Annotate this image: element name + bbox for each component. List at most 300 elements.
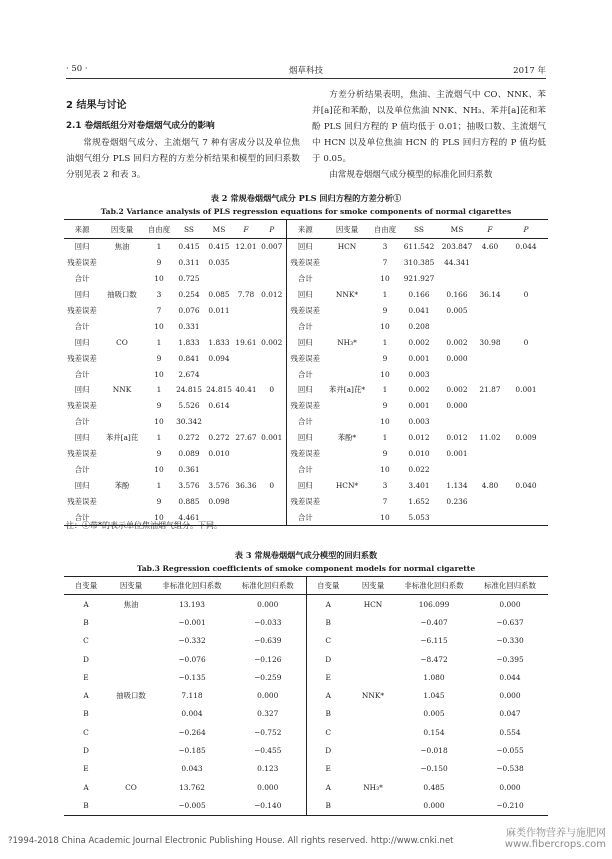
table-cell: [204, 461, 234, 477]
table-cell: 残差误差: [67, 306, 97, 315]
table-cell: 0.094: [208, 353, 230, 363]
table-cell: 苯酚*: [337, 433, 357, 443]
table2-header-cell: F: [234, 220, 258, 239]
table-row: [64, 741, 548, 759]
table-cell: 0.725: [178, 274, 200, 284]
table-cell: [476, 509, 504, 525]
table-cell: 0.002: [446, 385, 468, 395]
table-cell: 苯酚: [114, 480, 130, 490]
table-cell: 0.272: [178, 433, 200, 443]
table-cell: 0.254: [178, 290, 200, 300]
table-cell: 0.003: [408, 369, 430, 379]
table3-header-cell: 标准化回归系数: [230, 577, 306, 595]
table-cell: 合计: [74, 274, 90, 284]
table3-header-cell: 因变量: [350, 577, 396, 595]
table-cell: [324, 318, 370, 334]
table-cell: 残差误差: [290, 353, 321, 363]
table-cell: [100, 350, 144, 366]
table-row: [64, 350, 548, 366]
table-cell: −0.395: [496, 654, 524, 664]
table-cell: −0.455: [230, 741, 306, 759]
table-row: [64, 686, 548, 704]
table-cell: 1.134: [446, 480, 468, 490]
table-cell: 合计: [286, 509, 324, 525]
table-cell: 0.035: [208, 258, 230, 268]
table-cell: 10: [154, 369, 164, 379]
table-cell: −0.752: [230, 723, 306, 741]
table-cell: 7: [156, 306, 162, 315]
table-cell: 106.099: [418, 599, 450, 609]
table-cell: 13.193: [179, 599, 205, 609]
table-cell: 611.542: [403, 242, 435, 252]
table-cell: 27.67: [235, 433, 257, 443]
table-cell: 0.007: [258, 239, 286, 255]
table-cell: 0.011: [208, 306, 230, 315]
table-cell: [438, 509, 476, 525]
table-cell: 0.272: [208, 433, 230, 443]
table-cell: [504, 350, 548, 366]
table-cell: [234, 446, 258, 462]
table-cell: D: [83, 746, 89, 756]
table-cell: 0.010: [408, 449, 430, 459]
table-cell: A: [83, 599, 89, 609]
table-cell: 0.005: [446, 306, 468, 315]
section-heading: 2 结果与讨论: [66, 100, 127, 111]
table-row: [64, 303, 548, 319]
table-cell: [476, 398, 504, 414]
table-cell: 1.833: [178, 337, 200, 347]
table-cell: [204, 366, 234, 382]
table-cell: 3: [382, 480, 388, 490]
table-cell: [438, 414, 476, 430]
table-cell: 0.012: [446, 433, 468, 443]
table2-header-cell: MS: [204, 220, 234, 239]
table-cell: 0.002: [408, 337, 430, 347]
table-cell: 3.576: [208, 480, 230, 490]
table3-caption-en: Tab.3 Regression coefficients of smoke component models for normal cigarette: [136, 564, 476, 573]
table-cell: 0.001: [408, 401, 430, 411]
table-row: [64, 705, 548, 723]
table2: [64, 219, 548, 526]
table-cell: [324, 414, 370, 430]
table-row: [64, 778, 548, 796]
table2-note: 注：①带*的表示单位焦油烟气组分。下同。: [66, 521, 222, 530]
table-cell: [100, 366, 144, 382]
table-cell: [258, 446, 286, 462]
table2-header-cell: 自由度: [370, 220, 400, 239]
table-cell: [100, 398, 144, 414]
table-row: [64, 239, 548, 255]
table-cell: 0.043: [181, 764, 203, 774]
table-cell: −0.185: [178, 746, 206, 756]
table-cell: 30.342: [176, 417, 202, 427]
table2-header-cell: P: [504, 220, 548, 239]
table-cell: E: [325, 672, 331, 682]
watermark: [505, 828, 606, 850]
table-cell: 0.009: [515, 433, 537, 443]
table-cell: [350, 668, 396, 686]
table-cell: [324, 493, 370, 509]
table-cell: 4.60: [481, 242, 499, 252]
table-cell: [504, 303, 548, 319]
table2-header-cell: 自由度: [144, 220, 174, 239]
table-cell: A: [325, 782, 331, 792]
table-cell: 24.815: [206, 385, 232, 395]
table-cell: [108, 723, 154, 741]
table-cell: 9: [156, 449, 162, 459]
table-cell: [234, 366, 258, 382]
table-cell: 36.14: [479, 290, 501, 300]
table-cell: −0.135: [178, 672, 206, 682]
table-cell: [258, 255, 286, 271]
table-cell: −0.033: [230, 613, 306, 631]
table-cell: 焦油: [123, 599, 139, 609]
table-cell: 4.80: [481, 480, 499, 490]
table-cell: [100, 446, 144, 462]
table-cell: [504, 255, 548, 271]
table-cell: 0: [258, 477, 286, 493]
table-cell: [100, 255, 144, 271]
watermark-line-2: www.fibercrops.com: [504, 839, 606, 850]
table-cell: 0.085: [208, 290, 230, 300]
table-cell: 残差误差: [67, 258, 97, 268]
table-cell: D: [325, 746, 332, 756]
table-cell: [234, 350, 258, 366]
table-cell: [234, 461, 258, 477]
table-cell: A: [83, 691, 89, 701]
table-cell: [234, 398, 258, 414]
table-cell: [258, 366, 286, 382]
table-row: [64, 398, 548, 414]
table-cell: 残差误差: [67, 401, 97, 411]
table-cell: 0.000: [396, 796, 472, 815]
table-cell: 9: [382, 401, 388, 411]
table-cell: [324, 271, 370, 287]
table-cell: 0.044: [499, 672, 521, 682]
table-cell: 0.000: [499, 599, 521, 609]
table-cell: 0.415: [178, 242, 200, 252]
table-cell: 0.166: [446, 290, 468, 300]
table-cell: −8.472: [420, 654, 448, 664]
table-cell: −6.115: [420, 636, 448, 646]
table-cell: 合计: [64, 509, 100, 525]
table-row: [64, 595, 548, 614]
table-cell: [350, 760, 396, 778]
table-row: [64, 414, 548, 430]
table3-header-cell: 自变量: [64, 577, 108, 595]
table-cell: [350, 650, 396, 668]
table-cell: NH₃*: [337, 337, 357, 347]
table2-header-row: [64, 220, 548, 239]
table-cell: 0.041: [408, 306, 430, 315]
table-cell: HCN: [337, 242, 357, 252]
table-cell: 合计: [297, 417, 313, 427]
table-cell: 0.047: [499, 709, 521, 719]
table-cell: −0.018: [420, 746, 448, 756]
table-row: [64, 382, 548, 398]
table-cell: D: [83, 654, 89, 664]
table-cell: [438, 366, 476, 382]
table-cell: [234, 493, 258, 509]
table-cell: 203.847: [441, 242, 473, 252]
table-cell: A: [325, 599, 331, 609]
table-row: [64, 477, 548, 493]
table-cell: D: [325, 654, 332, 664]
table-cell: [350, 613, 396, 631]
table-cell: [476, 446, 504, 462]
table-cell: −0.001: [178, 617, 206, 627]
table-cell: −0.259: [230, 668, 306, 686]
table-cell: [324, 446, 370, 462]
paragraph-left: 常规卷烟烟气成分、主流烟气 7 种有害成分以及单位焦油烟气组分 PLS 回归方程的方差分析结果和模型的回归系数分别见表 2 和表 3。: [66, 138, 300, 180]
table-cell: [108, 668, 154, 686]
table-row: [64, 255, 548, 271]
table-row: [64, 461, 548, 477]
table-cell: 1: [382, 433, 388, 443]
table3-header-cell: 非标准化回归系数: [154, 577, 230, 595]
table2-caption-en: Tab.2 Variance analysis of PLS regression equations for smoke components of normal cigarettes: [100, 207, 512, 216]
table-cell: [324, 303, 370, 319]
table-cell: 0.022: [408, 464, 430, 474]
table-cell: [476, 366, 504, 382]
table-cell: 10: [144, 509, 174, 525]
table-cell: 0.044: [515, 242, 537, 252]
table3-header-cell: 标准化回归系数: [472, 577, 548, 595]
table-cell: [108, 705, 154, 723]
table-cell: 合计: [297, 274, 313, 284]
table-cell: HCN: [363, 599, 383, 609]
table-cell: [476, 318, 504, 334]
table-cell: [324, 461, 370, 477]
table-cell: [324, 350, 370, 366]
table-cell: C: [325, 636, 332, 646]
table-cell: 11.02: [479, 433, 501, 443]
table-cell: −0.005: [154, 796, 230, 815]
table2-header-cell: MS: [438, 220, 476, 239]
table-cell: 0.012: [258, 287, 286, 303]
table-cell: [504, 461, 548, 477]
table-cell: [504, 398, 548, 414]
table-cell: 0: [523, 290, 529, 300]
table-cell: 1.045: [423, 691, 445, 701]
table-cell: [438, 461, 476, 477]
table-cell: 0.327: [230, 705, 306, 723]
table-cell: NNK*: [335, 290, 359, 300]
paragraph-right-1: 方差分析结果表明，焦油、主流烟气中 CO、NNK、苯并[a]芘和苯酚，以及单位焦油 NNK、NH₃、苯并[a]芘和苯酚 PLS 回归方程的 P 值均低于 0.01；抽吸口数、主流烟气中 HCN 以及单位焦油 HCN 的 PLS 回归方程的 P 值均低于 0.05。: [312, 90, 546, 164]
table3-header-cell: 自变量: [306, 577, 350, 595]
table-cell: A: [325, 691, 331, 701]
table-cell: [504, 366, 548, 382]
table-cell: [108, 796, 154, 815]
table-cell: [476, 414, 504, 430]
table-row: [64, 430, 548, 446]
table-cell: [258, 461, 286, 477]
table-cell: [234, 414, 258, 430]
table-cell: 合计: [74, 321, 90, 331]
table-cell: 0.003: [408, 417, 430, 427]
table-cell: 40.41: [235, 385, 257, 395]
table-cell: 0.000: [230, 595, 306, 614]
table-cell: [324, 509, 370, 525]
table-cell: 1: [382, 290, 388, 300]
table-cell: 7.118: [181, 691, 203, 701]
table-cell: CO: [125, 782, 137, 792]
table-cell: 3.576: [178, 480, 200, 490]
table-cell: 36.36: [235, 480, 257, 490]
table-cell: [258, 350, 286, 366]
table-cell: 苯并[a]芘*: [328, 385, 366, 395]
table-cell: 3.401: [408, 480, 430, 490]
table-cell: [100, 493, 144, 509]
table-cell: 10: [380, 321, 390, 331]
table-cell: [100, 414, 144, 430]
table-row: [64, 613, 548, 631]
table-cell: NH₃*: [363, 782, 383, 792]
table-cell: 30.98: [479, 337, 501, 347]
table-cell: 1.080: [423, 672, 445, 682]
table-cell: 5.526: [178, 401, 200, 411]
table-cell: C: [83, 727, 89, 737]
table-cell: 4.461: [174, 509, 204, 525]
table-cell: 10: [154, 464, 164, 474]
table3-header-cell: 非标准化回归系数: [396, 577, 472, 595]
table-cell: 7: [382, 496, 388, 506]
table-cell: 0.001: [258, 430, 286, 446]
table-cell: −0.076: [178, 654, 206, 664]
table-cell: 0.076: [178, 306, 200, 315]
table-cell: [476, 461, 504, 477]
table-cell: 合计: [74, 464, 90, 474]
table-cell: [108, 613, 154, 631]
table-cell: 12.01: [235, 242, 257, 252]
table-row: [64, 271, 548, 287]
table-cell: 7.78: [237, 290, 255, 300]
table-cell: 0.002: [408, 385, 430, 395]
table-cell: −0.150: [420, 764, 448, 774]
table-cell: 0.002: [258, 334, 286, 350]
table-cell: 残差误差: [290, 258, 321, 268]
table-cell: 10: [154, 321, 164, 331]
table-cell: 1: [156, 433, 162, 443]
table-cell: 0.236: [446, 496, 468, 506]
table-cell: [100, 271, 144, 287]
table-cell: 0: [523, 337, 529, 347]
table2-caption-cn: 表 2 常规卷烟烟气成分 PLS 回归方程的方差分析①: [210, 193, 402, 203]
table-cell: [234, 318, 258, 334]
table-cell: 0.554: [499, 727, 521, 737]
table-cell: [108, 632, 154, 650]
table-cell: [476, 350, 504, 366]
table-cell: 残差误差: [290, 496, 321, 506]
table-cell: 回归: [297, 337, 313, 347]
table-cell: 0.000: [499, 691, 521, 701]
table-cell: 抽吸口数: [107, 290, 137, 300]
table3-header-row: [64, 577, 548, 595]
table-cell: −0.126: [230, 650, 306, 668]
table-cell: 回归: [297, 385, 313, 395]
table-cell: 0.361: [178, 464, 200, 474]
table-cell: −0.637: [496, 617, 524, 627]
table-cell: B: [83, 617, 89, 627]
table-cell: [258, 398, 286, 414]
table-cell: [350, 796, 396, 815]
table-cell: −0.140: [230, 796, 306, 815]
table-cell: 0.000: [499, 782, 521, 792]
table-cell: [324, 255, 370, 271]
table-cell: 0.000: [446, 401, 468, 411]
table-cell: −0.407: [420, 617, 448, 627]
table-cell: [204, 414, 234, 430]
table-cell: 回归: [74, 290, 90, 300]
journal-year: 2017 年: [513, 66, 546, 76]
table-cell: 回归: [74, 480, 90, 490]
table-row: [64, 366, 548, 382]
table-cell: 1: [156, 242, 162, 252]
table-cell: −0.210: [472, 796, 548, 815]
table-cell: 0: [258, 382, 286, 398]
table-cell: 10: [380, 464, 390, 474]
table-cell: 残差误差: [67, 496, 97, 506]
table-cell: 0.415: [208, 242, 230, 252]
table-cell: 19.61: [235, 337, 257, 347]
table-cell: [350, 741, 396, 759]
table2-header-cell: SS: [400, 220, 438, 239]
table-cell: 0.885: [178, 496, 200, 506]
table-cell: 10: [380, 274, 390, 284]
table2-header-cell: 因变量: [100, 220, 144, 239]
table-cell: 回归: [297, 290, 313, 300]
table-cell: 5.053: [400, 509, 438, 525]
table-cell: [234, 271, 258, 287]
table2-header-cell: 来源: [286, 220, 324, 239]
table-cell: 10: [370, 509, 400, 525]
table-cell: B: [64, 796, 108, 815]
table3-caption-cn: 表 3 常规卷烟烟气成分模型的回归系数: [234, 550, 378, 560]
table-cell: [108, 650, 154, 668]
table-cell: [324, 366, 370, 382]
table-cell: 10: [380, 369, 390, 379]
table-cell: [100, 318, 144, 334]
table-cell: 1: [382, 385, 388, 395]
table-cell: −0.538: [496, 764, 524, 774]
table-cell: [108, 741, 154, 759]
table-cell: 0.000: [446, 353, 468, 363]
table-cell: [324, 398, 370, 414]
watermark-line-1: 麻类作物营养与施肥网: [506, 828, 606, 839]
table-cell: [258, 303, 286, 319]
table-cell: 1: [382, 337, 388, 347]
paragraph-right-2: 由常规卷烟烟气成分模型的标准化回归系数: [329, 170, 493, 180]
table-cell: 24.815: [176, 385, 202, 395]
table-cell: 7: [382, 258, 388, 268]
table-cell: 0.012: [408, 433, 430, 443]
table-cell: [258, 509, 286, 525]
header-rule: [66, 78, 546, 79]
table-cell: [258, 493, 286, 509]
table-cell: 3: [156, 290, 162, 300]
table-cell: 合计: [297, 321, 313, 331]
table-cell: [234, 509, 258, 525]
table3: [64, 576, 548, 816]
table-cell: 0.040: [515, 480, 537, 490]
table-cell: 0.004: [181, 709, 203, 719]
table-cell: 1.833: [208, 337, 230, 347]
table-cell: 残差误差: [67, 449, 97, 459]
table-cell: [438, 271, 476, 287]
table2-header-cell: 来源: [64, 220, 100, 239]
table-cell: [504, 493, 548, 509]
table-cell: 回归: [74, 433, 90, 443]
